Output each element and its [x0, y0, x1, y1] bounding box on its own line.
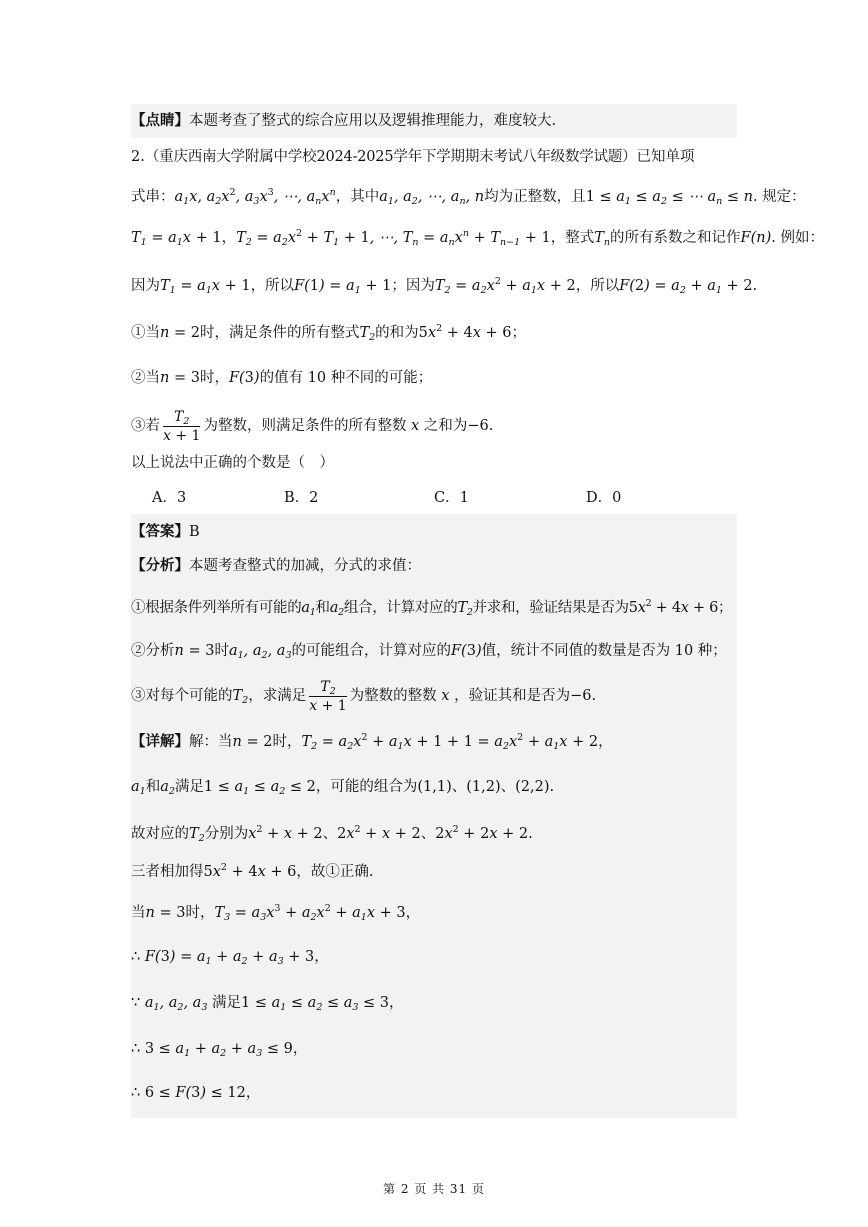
text-fragment: 之和为 — [423, 418, 468, 434]
question-line-2 — [131, 187, 806, 207]
dianjing-line — [131, 111, 556, 131]
text-fragment: 并求和，验证结果是否为 — [472, 600, 629, 616]
math-t2: $T_2$ — [457, 600, 473, 618]
detail-line-2 — [131, 777, 554, 797]
math-a1: $a_1$ — [131, 779, 146, 797]
math-f1: $F(1) = a_1 + 1$ — [294, 278, 392, 296]
text-fragment: . — [549, 779, 555, 795]
poly-3: $2x^2 + 2x + 2$ — [435, 824, 529, 842]
option-d[interactable] — [586, 488, 621, 508]
text-fragment: 时， — [272, 734, 302, 750]
statement-3 — [131, 406, 493, 446]
text-fragment: ，所以 — [575, 278, 620, 294]
detail-line-9 — [131, 1083, 260, 1103]
text-fragment: ，求满足 — [248, 688, 307, 704]
text-fragment: ，验证其和是否为 — [454, 688, 571, 704]
math-condition: $1 \le a_1 \le a_2 \le 2$ — [203, 779, 316, 797]
answer-value: B — [189, 524, 200, 540]
math-fn: F(n) — [740, 230, 772, 246]
math-a2: $a_2$ — [160, 779, 175, 797]
text-fragment: 当 — [131, 905, 146, 921]
text-fragment: ，故①正确. — [296, 864, 374, 880]
math-a1: $a_1$ — [301, 600, 316, 618]
option-b[interactable] — [284, 488, 318, 508]
page-footer: 第 2 页 共 31 页 — [383, 1182, 485, 1196]
question-source: （重庆西南大学附属中学校2024-2025学年下学期期末考试八年级数学试题） — [144, 149, 637, 165]
definition-formula: $T_1 = a_1x + 1$，$T_2 = a_2x^2 + T_1 + 1$, ⋯, $T_n = a_nx^n + T_{n-1} + 1$ — [131, 228, 551, 248]
text-fragment: 的值有 10 种不同的可能； — [259, 370, 433, 386]
math-t3: $T_3 = a_3x^3 + a_2x^2 + a_1x + 3$， — [214, 903, 421, 923]
detail-line-1 — [131, 732, 613, 752]
math-t2: $T_2$ — [189, 826, 205, 844]
text-fragment: 的可能组合，计算对应的 — [291, 643, 451, 659]
text-fragment: 、 — [322, 826, 338, 842]
question-line-4 — [131, 276, 757, 296]
detail-line-3 — [131, 824, 533, 844]
text-fragment: 为整数的整数 — [349, 688, 437, 704]
text-fragment: 组合，计算对应的 — [343, 600, 458, 616]
text-fragment: 满足 — [212, 995, 241, 1011]
text-fragment: ①根据条件列举所有可能的 — [131, 600, 302, 616]
math-sum-expr: $5x^2 + 4x + 6$ — [628, 598, 719, 616]
text-fragment: 时， — [199, 370, 229, 386]
answer-label: 【答案】 — [131, 523, 189, 540]
math-t2: $T_2$ — [232, 688, 249, 706]
option-a[interactable] — [152, 488, 186, 508]
math-neg6: −6 — [467, 418, 489, 434]
text-fragment: 和 — [315, 600, 330, 616]
analysis-point-1 — [131, 598, 732, 618]
pair-2-2: (2,2) — [515, 779, 550, 795]
text-fragment: 值，统计不同值的数量是否为 10 种； — [481, 643, 727, 659]
analysis-point-3 — [131, 676, 596, 716]
text-fragment: 因为 — [131, 278, 160, 294]
option-letter: D． — [586, 490, 613, 506]
text-fragment: ①当 — [131, 325, 160, 341]
math-range-f3: ∴ 6 ≤ F(3) ≤ 12 — [131, 1085, 246, 1101]
math-n2: n = 2 — [232, 734, 273, 750]
text-fragment: ②分析 — [131, 643, 175, 659]
text-fragment: 和 — [145, 779, 161, 795]
math-t2: $T_2 = a_2x^2 + a_1x + 2$ — [434, 276, 576, 296]
option-c[interactable] — [434, 488, 469, 508]
text-fragment: 、 — [451, 779, 467, 795]
question-line-3 — [131, 228, 824, 248]
text-fragment: ，其中 — [335, 189, 380, 205]
math-a2: $a_2$ — [329, 600, 344, 618]
text-fragment: ，所以 — [250, 278, 295, 294]
text-fragment: 分别为 — [204, 826, 249, 842]
answer-line — [131, 522, 200, 542]
text-fragment: 、 — [500, 779, 516, 795]
text-fragment: ， — [292, 1041, 308, 1057]
option-letter: B． — [284, 490, 310, 506]
text-fragment: ， — [389, 995, 404, 1011]
text-fragment: 为整数，则满足条件的所有整数 — [203, 418, 407, 434]
math-f3: F(3) — [451, 643, 482, 659]
text-fragment: ③若 — [131, 418, 160, 434]
option-value: 3 — [176, 490, 187, 506]
text-fragment: ；因为 — [391, 278, 435, 294]
text-fragment: . — [488, 418, 494, 434]
text-fragment: ②当 — [131, 370, 160, 386]
question-line-1 — [131, 147, 694, 167]
poly-1: $x^2 + x + 2$ — [248, 824, 323, 842]
math-a123: ∵ $a_1$, $a_2$, $a_3$ — [131, 995, 208, 1013]
text-fragment: ，可能的组合为 — [315, 779, 418, 795]
math-t2: $T_2$ — [359, 325, 376, 343]
text-fragment: 满足 — [174, 779, 204, 795]
text-fragment: 故对应的 — [131, 826, 189, 842]
question-number: 2. — [131, 149, 145, 165]
variable-list: $a_1$, $a_2$, ⋯, $a_n$, n — [379, 189, 485, 207]
text-fragment: . 例如： — [771, 230, 824, 246]
text-fragment: . — [528, 826, 533, 842]
text-fragment: ， — [245, 1085, 261, 1101]
math-n3: n = 3 — [174, 643, 215, 659]
math-sum-expr: $5x^2 + 4x + 6$ — [203, 862, 297, 880]
monomial-string: $a_1x$, $a_2x^2$, $a_3x^3$, ⋯, $a_nx^n$ — [174, 187, 336, 207]
detail-label: 【详解】 — [131, 733, 189, 750]
text-fragment: ，整式 — [550, 230, 595, 246]
math-neg6: −6 — [570, 688, 592, 704]
math-condition-3: $1 \le a_1 \le a_2 \le a_3 \le 3$ — [241, 995, 390, 1013]
text-fragment: 的和为 — [375, 325, 419, 341]
fraction-t2-over-x1: $\frac{T_2}{x + 1}$ — [163, 408, 201, 444]
text-fragment: 均为正整数，且 — [484, 189, 586, 205]
text-fragment: 、 — [420, 826, 436, 842]
detail-line-5 — [131, 903, 420, 923]
text-fragment: 以上说法中正确的个数是（ ） — [131, 455, 334, 471]
detail-line-7 — [131, 993, 404, 1013]
question-ask — [131, 453, 334, 473]
text-fragment: 三者相加得 — [131, 864, 204, 880]
statement-1 — [131, 323, 526, 343]
text-fragment: 时， — [185, 905, 215, 921]
question-intro-tail: 已知单项 — [636, 149, 695, 165]
option-value: 0 — [612, 490, 622, 506]
option-value: 2 — [309, 490, 319, 506]
math-tn: $T_n$ — [594, 230, 611, 248]
analysis-text: 本题考查整式的加减，分式的求值： — [189, 558, 421, 574]
option-letter: A． — [152, 490, 177, 506]
detail-line-8 — [131, 1039, 307, 1059]
poly-2: $2x^2 + x + 2$ — [337, 824, 421, 842]
text-fragment: 的所有系数之和记作 — [610, 230, 741, 246]
option-value: 1 — [459, 490, 469, 506]
math-n2: n = 2 — [160, 325, 200, 341]
math-x: x — [436, 688, 455, 704]
inequality-chain: $1 \le a_1 \le a_2$ ≤ ⋯ $a_n \le n$ — [585, 189, 753, 207]
math-a123: $a_1$, $a_2$, $a_3$ — [228, 643, 292, 661]
text-fragment: . 规定： — [752, 189, 806, 205]
math-n3: n = 3 — [160, 370, 200, 386]
math-x: x — [406, 418, 424, 434]
math-t2-expansion: $T_2 = a_2x^2 + a_1x + 1 + 1 = a_2x^2 + a_1x + 2$， — [301, 732, 613, 752]
math-sum-expr: $5x^2 + 4x + 6$ — [418, 323, 512, 341]
math-f3-sum: ∴ $F(3) = a_1 + a_2 + a_3 + 3$ — [131, 949, 315, 967]
math-f3: F(3) — [228, 370, 260, 386]
text-fragment: ③对每个可能的 — [131, 688, 233, 704]
pair-1-2: (1,2) — [466, 779, 501, 795]
dianjing-text: 本题考查了整式的综合应用以及逻辑推理能力，难度较大. — [189, 113, 557, 129]
math-t1: $T_1 = a_1x + 1$ — [160, 278, 251, 296]
analysis-label: 【分析】 — [131, 557, 189, 574]
detail-line-6 — [131, 947, 329, 967]
math-range-sum: ∴ $3 \le a_1 + a_2 + a_3 \le 9$ — [131, 1041, 293, 1059]
math-n3: n = 3 — [145, 905, 186, 921]
pair-1-1: (1,1) — [417, 779, 452, 795]
statement-2 — [131, 368, 432, 388]
dianjing-label: 【点睛】 — [131, 112, 189, 129]
text-fragment: 时，满足条件的所有整式 — [199, 325, 360, 341]
analysis-line — [131, 556, 421, 576]
text-fragment: . — [591, 688, 597, 704]
text-fragment: 式串： — [131, 189, 175, 205]
detail-line-4 — [131, 862, 373, 882]
text-fragment: ； — [718, 600, 733, 616]
math-f2: $F(2) = a_2 + a_1 + 2$. — [619, 278, 758, 296]
option-letter: C． — [434, 490, 460, 506]
text-fragment: ， — [314, 949, 329, 965]
analysis-point-2 — [131, 641, 727, 661]
text-fragment: 解：当 — [189, 734, 233, 750]
text-fragment: ； — [511, 325, 527, 341]
text-fragment: 时 — [214, 643, 229, 659]
fraction-t2-over-x1: $\frac{T_2}{x + 1}$ — [309, 678, 347, 714]
